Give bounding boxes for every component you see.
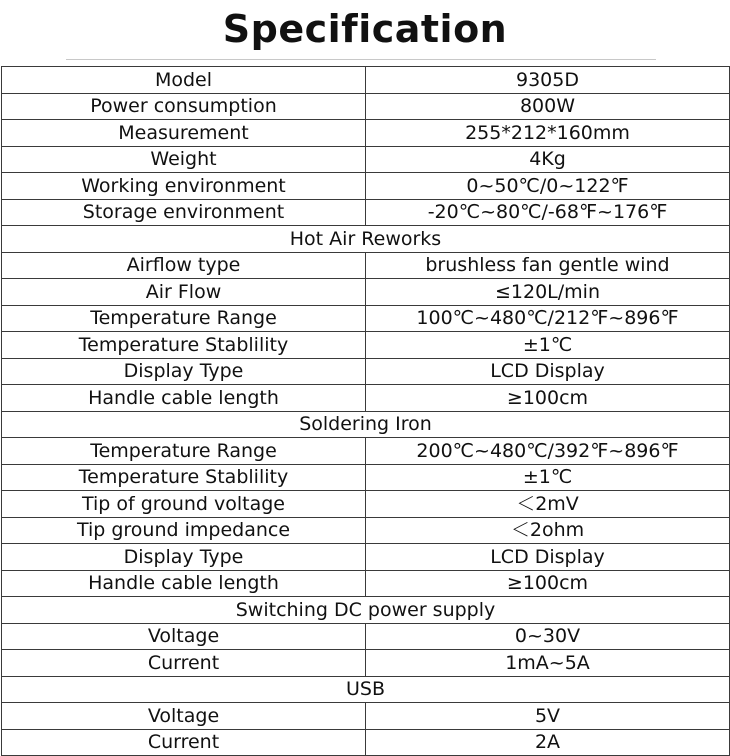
spec-label: Display Type — [2, 358, 366, 385]
spec-value: 200℃~480℃/392℉~896℉ — [366, 438, 730, 465]
spec-label: Airflow type — [2, 252, 366, 279]
spec-value: ±1℃ — [366, 464, 730, 491]
spec-value: 0~50℃/0~122℉ — [366, 173, 730, 200]
spec-value: 5V — [366, 703, 730, 730]
spec-row — [2, 623, 730, 650]
spec-label: Temperature Range — [2, 438, 366, 465]
spec-row — [2, 93, 730, 120]
spec-value: brushless fan gentle wind — [366, 252, 730, 279]
spec-row — [2, 491, 730, 518]
spec-label: Tip of ground voltage — [2, 491, 366, 518]
spec-row — [2, 650, 730, 677]
section-header: Hot Air Reworks — [2, 226, 730, 253]
spec-row — [2, 703, 730, 730]
spec-row — [2, 305, 730, 332]
spec-row — [2, 570, 730, 597]
section-header-row — [2, 411, 730, 438]
spec-row — [2, 279, 730, 306]
spec-value: 800W — [366, 93, 730, 120]
spec-row — [2, 358, 730, 385]
spec-label: Power consumption — [2, 93, 366, 120]
spec-label: Tip ground impedance — [2, 517, 366, 544]
spec-value: ≥100cm — [366, 385, 730, 412]
section-header-row — [2, 226, 730, 253]
spec-label: Voltage — [2, 703, 366, 730]
spec-value: LCD Display — [366, 544, 730, 571]
spec-value: LCD Display — [366, 358, 730, 385]
spec-row — [2, 729, 730, 756]
spec-value: 4Kg — [366, 146, 730, 173]
spec-row — [2, 332, 730, 359]
title-divider — [66, 59, 656, 60]
spec-value: 9305D — [366, 67, 730, 94]
spec-row — [2, 146, 730, 173]
section-header: USB — [2, 676, 730, 703]
spec-value: ≥100cm — [366, 570, 730, 597]
spec-value: ＜2ohm — [366, 517, 730, 544]
spec-label: Temperature Stablility — [2, 464, 366, 491]
page-title: Specification — [222, 7, 508, 51]
section-header-row — [2, 597, 730, 624]
spec-label: Current — [2, 650, 366, 677]
spec-value: 1mA~5A — [366, 650, 730, 677]
spec-value: -20℃~80℃/-68℉~176℉ — [366, 199, 730, 226]
section-header: Switching DC power supply — [2, 597, 730, 624]
spec-label: Voltage — [2, 623, 366, 650]
spec-row — [2, 252, 730, 279]
spec-row — [2, 120, 730, 147]
section-header-row — [2, 676, 730, 703]
spec-label: Temperature Stablility — [2, 332, 366, 359]
spec-value: ≤120L/min — [366, 279, 730, 306]
spec-row — [2, 385, 730, 412]
spec-value: ±1℃ — [366, 332, 730, 359]
spec-value: ＜2mV — [366, 491, 730, 518]
spec-row — [2, 173, 730, 200]
spec-label: Handle cable length — [2, 570, 366, 597]
spec-row — [2, 464, 730, 491]
section-header: Soldering Iron — [2, 411, 730, 438]
spec-label: Storage environment — [2, 199, 366, 226]
spec-label: Display Type — [2, 544, 366, 571]
specification-table-body — [2, 67, 730, 756]
spec-label: Handle cable length — [2, 385, 366, 412]
spec-row — [2, 544, 730, 571]
spec-value: 100℃~480℃/212℉~896℉ — [366, 305, 730, 332]
spec-row — [2, 438, 730, 465]
spec-row — [2, 517, 730, 544]
spec-value: 0~30V — [366, 623, 730, 650]
spec-value: 255*212*160mm — [366, 120, 730, 147]
spec-label: Current — [2, 729, 366, 756]
spec-label: Weight — [2, 146, 366, 173]
spec-label: Working environment — [2, 173, 366, 200]
spec-label: Measurement — [2, 120, 366, 147]
spec-label: Model — [2, 67, 366, 94]
specification-table — [1, 66, 730, 756]
spec-value: 2A — [366, 729, 730, 756]
spec-label: Air Flow — [2, 279, 366, 306]
spec-row — [2, 67, 730, 94]
spec-label: Temperature Range — [2, 305, 366, 332]
spec-row — [2, 199, 730, 226]
